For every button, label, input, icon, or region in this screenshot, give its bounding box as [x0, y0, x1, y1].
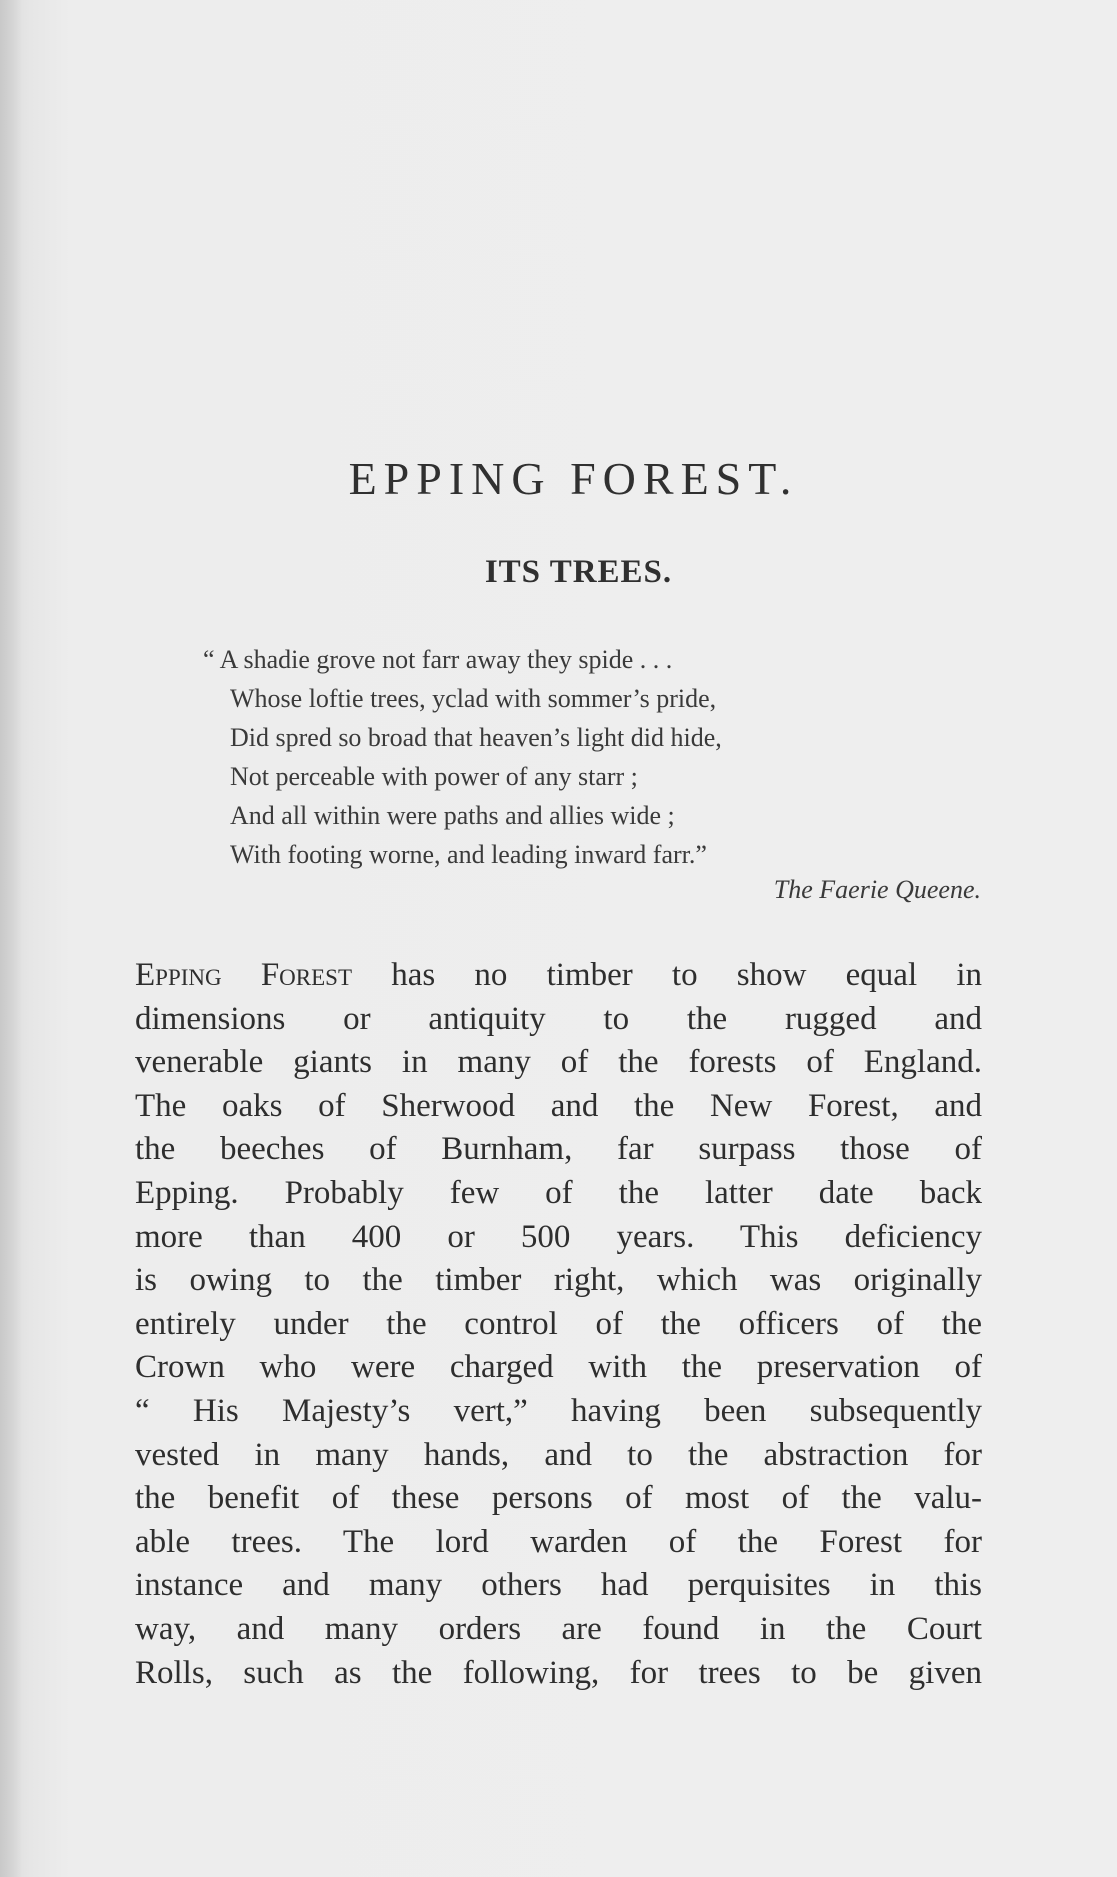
- page-subtitle: ITS TREES.: [484, 554, 673, 590]
- body-line: The oaks of Sherwood and the New Forest, and: [135, 1087, 982, 1124]
- body-line: is owing to the timber right, which was originally: [135, 1262, 982, 1299]
- body-line: venerable giants in many of the forests of England.: [135, 1044, 982, 1081]
- body-line: Epping. Probably few of the latter date back: [135, 1174, 982, 1211]
- verse-line: Not perceable with power of any starr ;: [230, 762, 638, 791]
- verse-line: Did spred so broad that heaven’s light did hide,: [230, 723, 722, 752]
- body-line: more than 400 or 500 years. This deficiency: [135, 1218, 982, 1255]
- epigraph-attribution: The Faerie Queene.: [773, 875, 981, 904]
- verse-line: And all within were paths and allies wide ;: [230, 801, 675, 830]
- lead-smallcaps: Epping Forest: [135, 957, 353, 993]
- body-paragraph: [135, 954, 982, 1695]
- body-line: able trees. The lord warden of the Forest for: [135, 1523, 982, 1560]
- verse-line: “ A shadie grove not farr away they spide . . .: [203, 645, 673, 674]
- body-line: entirely under the control of the officers of the: [135, 1305, 982, 1342]
- body-line: way, and many orders are found in the Court: [135, 1610, 982, 1647]
- body-line: [135, 954, 982, 998]
- body-line: vested in many hands, and to the abstraction for: [135, 1436, 982, 1473]
- body-line: Crown who were charged with the preservation of: [135, 1349, 982, 1386]
- body-line: dimensions or antiquity to the rugged and: [135, 1000, 982, 1037]
- body-line: the benefit of these persons of most of the valu-: [135, 1480, 982, 1517]
- body-line: the beeches of Burnham, far surpass those of: [135, 1131, 982, 1168]
- body-line: Rolls, such as the following, for trees to be given: [135, 1654, 982, 1691]
- verse-line: Whose loftie trees, yclad with sommer’s pride,: [230, 684, 717, 713]
- body-line: “ His Majesty’s vert,” having been subsequently: [135, 1392, 982, 1429]
- first-line-rest: has no timber to show equal in: [352, 957, 982, 993]
- epigraph-verse: [203, 640, 983, 874]
- gutter-shadow: [0, 0, 22, 1877]
- verse-line: With footing worne, and leading inward farr.”: [230, 840, 707, 869]
- page-title: EPPING FOREST.: [348, 453, 799, 504]
- body-line: instance and many others had perquisites in this: [135, 1567, 982, 1604]
